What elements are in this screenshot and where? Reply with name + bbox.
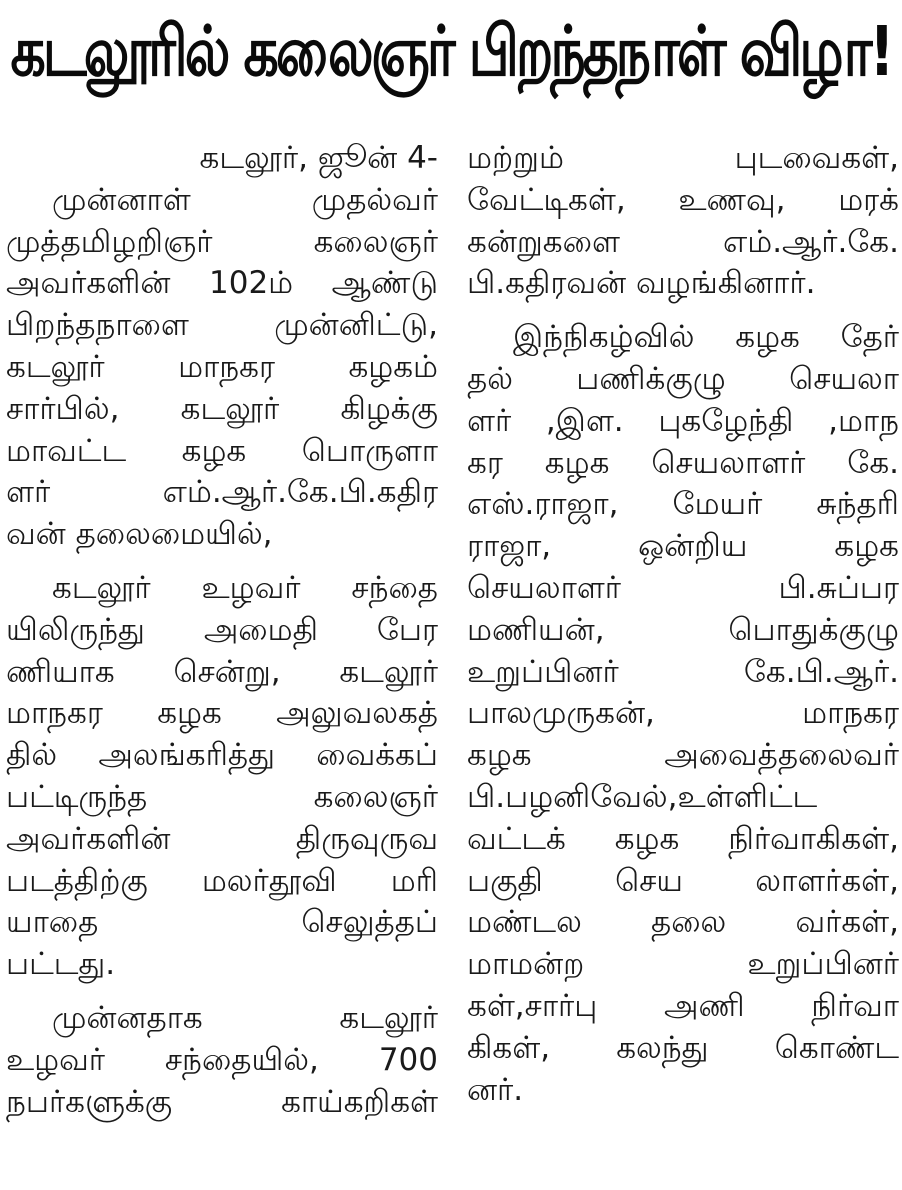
- text-line: வட்டக் கழக நிர்வாகிகள்,: [467, 820, 899, 857]
- text-line: பட்டது.: [6, 946, 116, 983]
- paragraph-gap: [6, 986, 438, 998]
- article-column-left: [6, 138, 438, 1123]
- text-line: பட்டிருந்த கலைஞர்: [6, 778, 438, 815]
- text-line: வன் தலைமையில்,: [6, 516, 273, 553]
- text-line: பகுதி செய லாளர்கள்,: [467, 862, 899, 899]
- text-line: மணியன், பொதுக்குழு: [467, 611, 899, 648]
- headline: கடலூரில் கலைஞர் பிறந்தநாள் விழா!: [10, 11, 892, 91]
- text-line: மற்றும் புடவைகள்,: [467, 140, 899, 176]
- text-line: கழக அவைத்தலைவர்: [467, 737, 899, 774]
- text-line: அவர்களின் திருவுருவ: [6, 820, 438, 857]
- text-line: னர்.: [467, 1071, 524, 1108]
- text-line: வேட்டிகள், உணவு, மரக்: [467, 181, 899, 218]
- text-line: பி.பழனிவேல்,உள்ளிட்ட: [467, 778, 818, 815]
- text-line: பிறந்தநாளை முன்னிட்டு,: [6, 307, 438, 344]
- text-line: கடலூர் மாநகர கழகம்: [6, 348, 438, 385]
- text-line: கள்,சார்பு அணி நிர்வா: [467, 987, 899, 1024]
- text-line: ளர் ,இள. புகழேந்தி ,மாந: [467, 402, 899, 439]
- text-line: மாநகர கழக அலுவலகத்: [6, 695, 438, 732]
- text-line: மாமன்ற உறுப்பினர்: [467, 946, 899, 983]
- text-line: சார்பில், கடலூர் கிழக்கு: [6, 390, 438, 427]
- text-line: படத்திற்கு மலர்தூவி மரி: [6, 862, 438, 899]
- text-line: கர கழக செயலாளர் கே.: [467, 444, 899, 481]
- text-line: ணியாக சென்று, கடலூர்: [6, 653, 438, 690]
- text-line: அவர்களின் 102ம் ஆண்டு: [6, 265, 438, 302]
- text-line: மாவட்ட கழக பொருளா: [6, 432, 438, 469]
- text-line: தில் அலங்கரித்து வைக்கப்: [6, 737, 438, 774]
- text-line: ராஜா, ஒன்றிய கழக: [467, 528, 899, 565]
- text-line: இந்நிகழ்வில் கழக தேர்: [513, 319, 899, 356]
- text-line: முன்னதாக கடலூர்: [52, 999, 438, 1036]
- dateline: கடலூர், ஜூன் 4-: [199, 140, 438, 176]
- text-line: தல் பணிக்குழு செயலா: [467, 360, 899, 397]
- text-line: பாலமுருகன், மாநகர: [467, 695, 899, 732]
- text-line: கிகள், கலந்து கொண்ட: [467, 1029, 899, 1066]
- paragraph-gap: [6, 556, 438, 568]
- text-line: யிலிருந்து அமைதி பேர: [6, 611, 438, 648]
- text-line: பி.கதிரவன் வழங்கினார்.: [467, 265, 816, 302]
- text-line: கடலூர் உழவர் சந்தை: [52, 569, 438, 606]
- text-line: மண்டல தலை வர்கள்,: [467, 904, 899, 941]
- article-column-right: [467, 138, 899, 1111]
- text-line: முத்தமிழறிஞர் கலைஞர்: [6, 223, 438, 260]
- text-line: கன்றுகளை எம்.ஆர்.கே.: [467, 223, 899, 260]
- text-line: உறுப்பினர் கே.பி.ஆர்.: [467, 653, 899, 690]
- text-line: முன்னாள் முதல்வர்: [52, 181, 438, 218]
- text-line: யாதை செலுத்தப்: [6, 904, 438, 941]
- text-line: செயலாளர் பி.சுப்பர: [467, 569, 899, 606]
- text-line: ளர் எம்.ஆர்.கே.பி.கதிர: [6, 474, 438, 511]
- text-line: நபர்களுக்கு காய்கறிகள்: [6, 1083, 438, 1120]
- text-line: உழவர் சந்தையில், 700: [6, 1041, 438, 1078]
- paragraph-gap: [467, 305, 899, 317]
- text-line: எஸ்.ராஜா, மேயர் சுந்தரி: [467, 486, 899, 523]
